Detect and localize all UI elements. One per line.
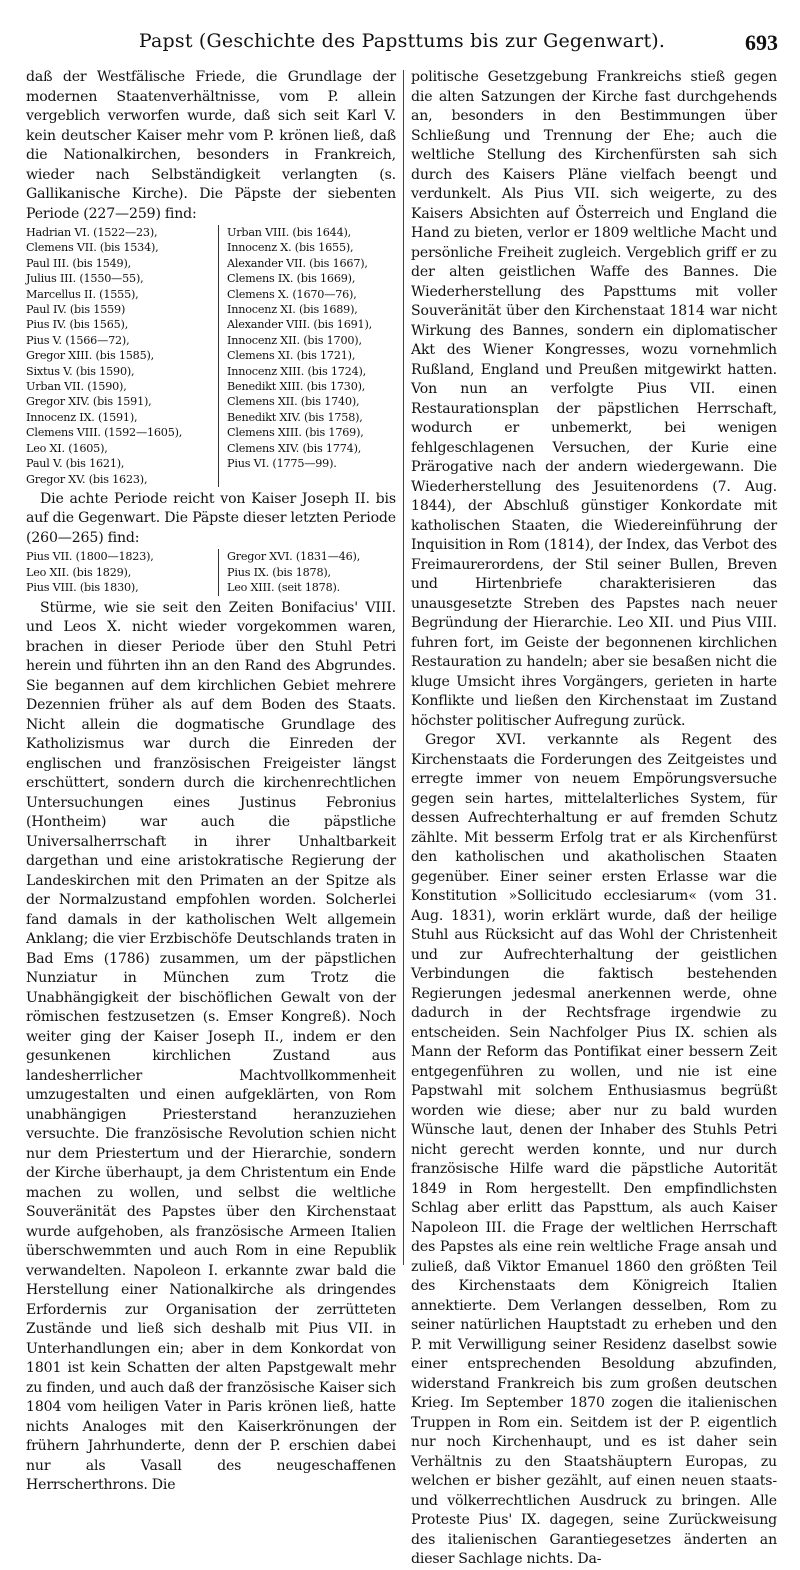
pope-entry: Leo XII. (bis 1829), <box>26 565 132 579</box>
right-column <box>411 68 777 1567</box>
pope-entry: Sixtus V. (bis 1590), <box>26 364 135 378</box>
pope-entry: Innocenz XI. (bis 1689), <box>227 303 358 317</box>
pope-entry: Clemens XIII. (bis 1769), <box>227 426 364 440</box>
pope-entry: Julius III. (1550—55), <box>26 272 144 286</box>
popes-list-column-1 <box>26 549 210 595</box>
pope-entry: Clemens VIII. (1592—1605), <box>26 426 183 440</box>
pope-entry: Pius IV. (bis 1565), <box>26 318 129 332</box>
pope-entry: Urban VIII. (bis 1644), <box>227 226 352 239</box>
paragraph: Gregor XVI. verkannte als Regent des Kirchenstaats die Forderungen des Zeitgeistes und erregte immer von neuem Empörungsversuche gegen sein hartes, mittelalterliches System, für dessen Aufrechterhaltung er auf fremden Schutz zählte. Mit besserm Erfolg trat er als Kirchenfürst den katholischen und akatholischen Staaten gegenüber. Einer seiner ersten Erlasse war die Konstitution »Sollicitudo ecclesiarum« (vom 31. Aug. 1831), worin erklärt wurde, daß der heilige Stuhl aus Rücksicht auf das Wohl der Christenheit und zur Aufrechterhaltung der geistlichen Verbindungen die faktisch bestehenden Regierungen jedesmal anerkennen werde, ohne dadurch in der Rechtsfrage irgendwie zu entscheiden. Sein Nachfolger Pius IX. schien als Mann der Reform das Pontifikat einer bessern Zeit entgegenführen zu wollen, und nie ist eine Papstwahl mit solchem Enthusiasmus begrüßt worden wie diese; aber nur zu bald wurden Wünsche laut, denen der Inhaber des Stuhls Petri nicht gerecht werden konnte, und nur durch französische Hilfe ward die päpstliche Autorität 1849 in Rom hergestellt. Den empfindlichsten Schlag aber erlitt das Papsttum, als auch Kaiser Napoleon III. die Frage der weltlichen Herrschaft des Papstes als eine rein weltliche Frage ansah und zuließ, daß Viktor Emanuel 1860 den größten Teil des Kirchenstaats dem Königreich Italien annektierte. Dem Verlangen desselben, Rom zu seiner natürlichen Hauptstadt zu erheben und den P. mit Verwilligung seiner Residenz daselbst sowie einer entsprechenden Besoldung abzufinden, widerstand Frankreich bis zum großen deutschen Krieg. Im September 1870 zogen die italienischen Truppen in Rom ein. Seitdem ist der P. eigentlich nur noch Kirchenhaupt, und es ist daher sein Verhältnis zu den Staatshäuptern Europas, zu welchen er bisher gezählt, auf einen neuen staats- und völkerrechtlichen Ausdruck zu bringen. Alle Proteste Pius' IX. dagegen, seine Zurückweisung des italienischen Garantiegesetzes änderten an dieser Sachlage nichts. Da- <box>411 732 777 1567</box>
pope-entry: Innocenz X. (bis 1655), <box>227 241 354 255</box>
pope-entry: Pius VIII. (bis 1830), <box>26 581 139 595</box>
popes-list-column-2 <box>227 225 396 487</box>
pope-entry: Pius VII. (1800—1823), <box>26 550 154 564</box>
running-title: Papst (Geschichte des Papsttums bis zur Gegenwart). <box>138 30 666 52</box>
pope-entry: Clemens VII. (bis 1534), <box>26 241 159 255</box>
pope-entry: Gregor XV. (bis 1623), <box>26 472 148 486</box>
pope-entry: Pius V. (1566—72), <box>26 333 130 347</box>
paragraph: daß der Westfälische Friede, die Grundlage der modernen Staatenverhältnisse, vom P. allein vergeblich verworfen wurde, daß sich seit Karl V. kein deutscher Kaiser mehr vom P. krönen ließ, daß die Nationalkirchen, besonders in Frankreich, wieder nach Selbständigkeit verlangten (s. Gallikanische Kirche). Die Päpste der siebenten Periode (227—259) find: <box>26 69 396 222</box>
pope-entry: Hadrian VI. (1522—23), <box>26 226 158 239</box>
paragraph: Stürme, wie sie seit den Zeiten Bonifacius' VIII. und Leos X. nicht wieder vorgekommen waren, brachen in dieser Periode über den Stuhl Petri herein und führten ihn an den Rand des Abgrundes. Sie begannen auf dem kirchlichen Gebiet mehrere Dezennien früher als auf dem Boden des Staats. Nicht allein die dogmatische Grundlage des Katholizismus war durch die Einreden der englischen und französischen Freigeister längst erschüttert, sondern durch die kirchenrechtlichen Untersuchungen eines Justinus Febronius (Hontheim) war auch die päpstliche Universalherrschaft in ihrer Unhaltbarkeit dargethan und eine aristokratische Regierung der Landeskirchen mit den Primaten an der Spitze als der Normalzustand empfohlen worden. Solcherlei fand damals in der katholischen Welt allgemein Anklang; die vier Erzbischöfe Deutschlands traten in Bad Ems (1786) zusammen, um der päpstlichen Nunziatur in München zum Trotz die Unabhängigkeit der bischöflichen Gewalt von der römischen festzusetzen (s. Emser Kongreß). Noch weiter ging der Kaiser Joseph II., indem er den gesunkenen kirchlichen Zustand aus landesherrlicher Machtvollkommenheit umzugestalten und einen aufgeklärten, von Rom unabhängigen Priesterstand heranzuziehen versuchte. Die französische Revolution schien nicht nur dem Priestertum und der Hierarchie, sondern der Kirche überhaupt, ja dem Christentum ein Ende machen zu wollen, und selbst die weltliche Souveränität des Papstes über den Kirchenstaat wurde aufgehoben, als französische Armeen Italien überschwemmten und auch Rom in eine Republik verwandelten. Napoleon I. erkannte zwar bald die Herstellung einer Nationalkirche als dringendes Erfordernis zur Organisation der zerrütteten Zustände und ließ sich deshalb mit Pius VII. in Unterhandlungen ein; aber in dem Konkordat von 1801 ist kein Schatten der alten Papstgewalt mehr zu finden, und auch daß der französische Kaiser sich 1804 vom heiligen Vater in Paris krönen ließ, hatte nichts Analoges mit den Kaiserkrönungen der frühern Jahrhunderte, denn der P. erschien dabei nur als Vasall des neugeschaffenen Herrscherthrons. Die <box>26 599 396 1494</box>
pope-entry: Clemens XI. (bis 1721), <box>227 349 356 363</box>
pope-entry: Gregor XVI. (1831—46), <box>227 550 361 564</box>
pope-entry: Benedikt XIV. (bis 1758), <box>227 410 363 424</box>
page-header <box>26 30 778 58</box>
pope-entry: Leo XI. (1605), <box>26 441 108 455</box>
pope-entry: Pius VI. (1775—99). <box>227 457 337 471</box>
popes-list-eighth-period <box>26 549 396 595</box>
pope-entry: Pius IX. (bis 1878), <box>227 565 331 579</box>
popes-list-column-1 <box>26 225 210 487</box>
pope-entry: Alexander VIII. (bis 1691), <box>227 318 372 332</box>
pope-entry: Gregor XIV. (bis 1591), <box>26 395 152 409</box>
paragraph: Die achte Periode reicht von Kaiser Joseph II. bis auf die Gegenwart. Die Päpste dieser letzten Periode (260—265) find: <box>26 490 396 546</box>
popes-list-column-2 <box>227 549 396 595</box>
pope-entry: Clemens IX. (bis 1669), <box>227 272 356 286</box>
pope-entry: Paul V. (bis 1621), <box>26 457 125 471</box>
list-divider <box>218 225 219 487</box>
paragraph: politische Gesetzgebung Frankreichs stieß gegen die alten Satzungen der Kirche fast durchgehends an, besonders in den Bestimmungen über Schließung und Trennung der Ehe; auch die weltliche Stellung des Kirchenfürsten sah sich durch des Kaisers Pläne vielfach beengt und verdunkelt. Als Pius VII. sich weigerte, zu des Kaisers Absichten auf Österreich und England die Hand zu bieten, verlor er 1809 weltliche Macht und persönliche Freiheit zugleich. Vergeblich griff er zu der alten geistlichen Waffe des Bannes. Die Wiederherstellung des Papsttums mit voller Souveränität über den Kirchenstaat 1814 war nicht Wirkung des Bannes, sondern ein diplomatischer Akt des Wiener Kongresses, wozu vornehmlich Rußland, England und Preußen mitgewirkt hatten. Von nun an verfolgte Pius VII. einen Restaurationsplan der päpstlichen Herrschaft, wodurch er unbemerkt, bei wenigen fehlgeschlagenen Versuchen, der Kurie eine Prärogative nach der andern wiedergewann. Die Wiederherstellung des Jesuitenordens (7. Aug. 1844), der Abschluß günstiger Konkordate mit katholischen Staaten, die Wiedereinführung der Inquisition in Rom (1814), der Index, das Verbot des Freimaurerordens, der Stil seiner Bullen, Breven und Hirtenbriefe charakterisieren das unausgesetzte Streben des Papstes nach neuer Begründung der Hierarchie. Leo XII. und Pius VIII. fuhren fort, im Geiste der begonnenen kirchlichen Restauration zu handeln; aber sie besaßen nicht die kluge Umsicht ihres Vorgängers, gerieten in harte Konflikte und ließen den Kirchenstaat im Zustand höchster politischer Aufregung zurück. <box>411 69 777 729</box>
pope-entry: Innocenz XIII. (bis 1724), <box>227 364 367 378</box>
column-divider <box>403 70 404 1265</box>
pope-entry: Innocenz IX. (1591), <box>26 410 138 424</box>
list-divider <box>218 549 219 595</box>
left-column <box>26 68 396 1494</box>
pope-entry: Urban VII. (1590), <box>26 380 127 394</box>
pope-entry: Alexander VII. (bis 1667), <box>227 256 368 270</box>
pope-entry: Clemens X. (1670—76), <box>227 287 357 301</box>
pope-entry: Innocenz XII. (bis 1700), <box>227 333 362 347</box>
pope-entry: Gregor XIII. (bis 1585), <box>26 349 155 363</box>
pope-entry: Leo XIII. (seit 1878). <box>227 581 341 595</box>
pope-entry: Marcellus II. (1555), <box>26 287 139 301</box>
pope-entry: Clemens XII. (bis 1740), <box>227 395 360 409</box>
pope-entry: Clemens XIV. (bis 1774), <box>227 441 362 455</box>
popes-list-seventh-period <box>26 225 396 487</box>
pope-entry: Benedikt XIII. (bis 1730), <box>227 380 366 394</box>
page-number: 693 <box>745 30 778 55</box>
pope-entry: Paul III. (bis 1549), <box>26 256 131 270</box>
pope-entry: Paul IV. (bis 1559) <box>26 303 126 317</box>
